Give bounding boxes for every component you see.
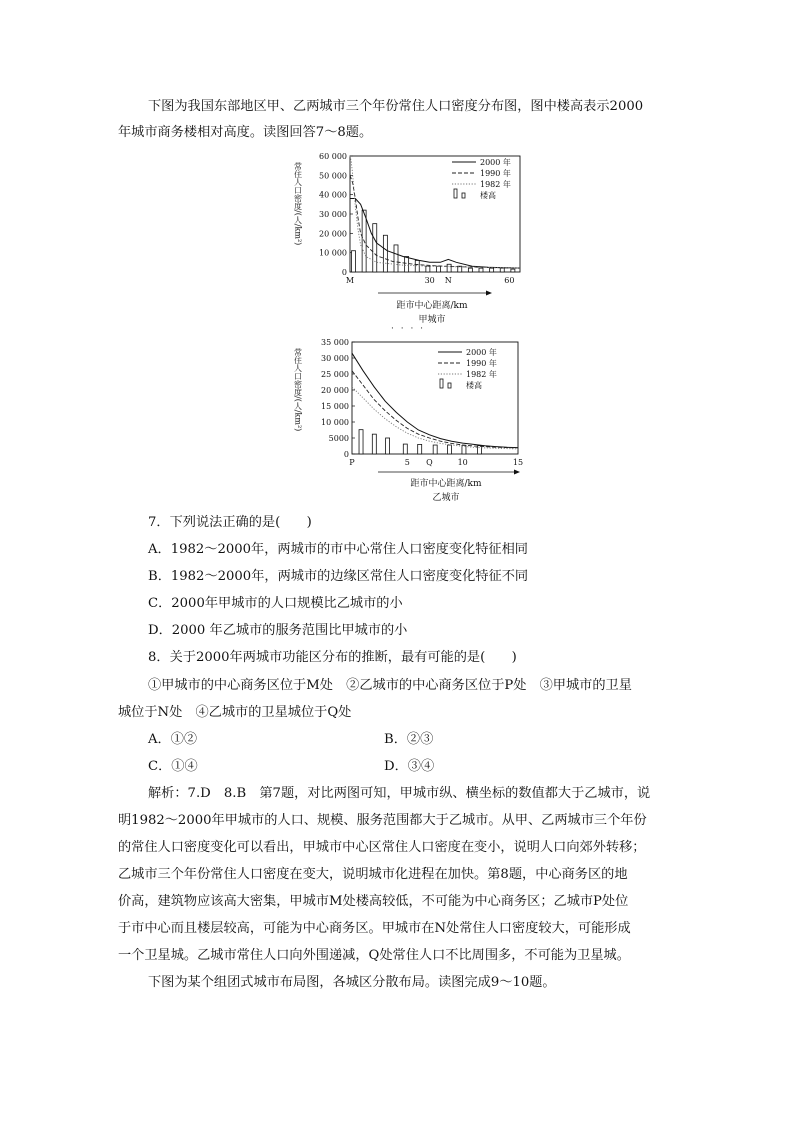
building-height-bar	[405, 257, 409, 272]
y-tick-label: 60 000	[319, 152, 347, 161]
legend-label: 2000 年	[480, 158, 511, 167]
legend-bar-tall	[454, 189, 457, 198]
x-tick-label: M	[345, 276, 355, 285]
q7-option-c: C．2000年甲城市的人口规模比乙城市的小	[148, 596, 403, 611]
legend-bar-short	[448, 383, 451, 388]
y-tick-label: 50 000	[319, 171, 347, 181]
x-tick-label: 15	[512, 458, 524, 467]
building-height-bar	[437, 266, 441, 272]
analysis-line-7: 一个卫星城。乙城市常住人口向外围递减，Q处常住人口不比周围多，不可能为卫星城。	[118, 948, 630, 963]
y-tick-label: 0	[343, 450, 349, 459]
analysis-line-5: 价高，建筑物应该高大密集，甲城市M处楼高较低，不可能为中心商务区；乙城市P处位	[118, 894, 629, 909]
q7-option-d: D．2000 年乙城市的服务范围比甲城市的小	[148, 623, 408, 638]
x-tick-label: 60	[504, 276, 515, 285]
y-tick-label: 20 000	[319, 229, 347, 239]
y-tick-label: 10 000	[319, 248, 347, 258]
building-height-bar	[394, 245, 398, 272]
chart-caption: 甲城市	[418, 315, 446, 325]
series-line-dashed	[350, 175, 520, 268]
building-height-bar	[500, 268, 504, 272]
legend-label: 1990 年	[466, 359, 497, 368]
legend-label: 1990 年	[480, 169, 511, 178]
q8-statements-line-2: 城位于N处 ④乙城市的卫星城位于Q处	[118, 705, 352, 720]
q7-stem: 7．下列说法正确的是( )	[148, 515, 312, 530]
q7-option-b: B．1982～2000年，两城市的边缘区常住人口密度变化特征不同	[148, 569, 529, 584]
chart-yi-svg	[286, 334, 536, 506]
analysis-line-6: 于市中心而且楼层较高，可能为中心商务区。甲城市在N处常住人口密度较大，可能形成	[118, 921, 631, 936]
intro-line-2: 年城市商务楼相对高度。读图回答7～8题。	[118, 125, 373, 140]
y-tick-label: 0	[341, 268, 347, 277]
y-tick-label: 5000	[328, 434, 349, 443]
building-height-bar	[383, 235, 387, 272]
building-height-bar	[373, 224, 377, 272]
y-axis-label: 常住人口密度/(人/km²)	[293, 162, 303, 246]
y-tick-label: 35 000	[321, 338, 349, 347]
analysis-line-4: 乙城市三个年份常住人口密度在变大，说明城市化进程在加快。第8题，中心商务区的地	[118, 867, 628, 882]
chart-caption: 乙城市	[432, 493, 460, 503]
legend-bar-tall	[440, 379, 443, 388]
building-height-bar	[433, 445, 437, 454]
building-height-bar	[511, 269, 515, 272]
y-tick-label: 15 000	[321, 402, 349, 411]
chart-city-jia	[286, 150, 526, 336]
q7-option-a: A．1982～2000年，两城市的市中心常住人口密度变化特征相同	[148, 542, 528, 557]
distance-arrow-head	[514, 470, 520, 475]
q8-option-a: A．①②	[148, 732, 198, 747]
distance-arrow-head	[486, 291, 492, 296]
x-tick-label: P	[349, 458, 355, 467]
q8-statements-line-1: ①甲城市的中心商务区位于M处 ②乙城市的中心商务区位于P处 ③甲城市的卫星	[148, 678, 632, 693]
legend-label: 楼高	[466, 381, 482, 390]
building-height-bar	[415, 260, 419, 272]
building-height-bar	[386, 438, 390, 454]
analysis-line-2: 明1982～2000年甲城市的人口、规模、服务范围都大于乙城市。从甲、乙两城市三个年份	[118, 813, 647, 828]
q8-option-b: B．②③	[384, 732, 434, 747]
y-tick-label: 10 000	[321, 418, 349, 427]
chart-jia-svg	[286, 150, 526, 332]
building-height-bar	[448, 445, 452, 454]
next-question-intro: 下图为某个组团式城市布局图，各城区分散布局。读图完成9～10题。	[148, 975, 556, 990]
building-height-bar	[479, 268, 483, 272]
y-tick-label: 40 000	[319, 190, 347, 200]
legend-label: 1982 年	[466, 370, 497, 379]
analysis-line-3: 的常住人口密度变化可以看出，甲城市中心区常住人口密度在变小，说明人口向郊外转移；	[118, 840, 646, 855]
building-height-bar	[477, 446, 481, 454]
building-height-bar	[359, 430, 363, 454]
q8-option-d: D．③④	[384, 759, 435, 774]
building-height-bar	[468, 268, 472, 272]
legend-label: 楼高	[480, 191, 496, 200]
legend-label: 1982 年	[480, 180, 511, 189]
x-tick-label: 10	[457, 458, 468, 467]
x-axis-label: 距市中心距离/km	[410, 479, 482, 489]
x-tick-label: 5	[404, 458, 410, 467]
legend-bar-short	[462, 193, 465, 198]
x-tick-label: 30	[424, 276, 435, 285]
y-axis-label: 常住人口密度/(人/km²)	[293, 348, 303, 432]
separator-dots: · · · ·	[391, 324, 426, 334]
building-height-bar	[418, 444, 422, 454]
chart-city-yi	[286, 334, 536, 510]
analysis-line-1: 解析：7.D 8.B 第7题，对比两图可知，甲城市纵、横坐标的数值都大于乙城市，说	[148, 786, 651, 801]
building-height-bar	[372, 434, 376, 454]
building-height-bar	[426, 266, 430, 272]
legend-label: 2000 年	[466, 348, 497, 357]
intro-line-1: 下图为我国东部地区甲、乙两城市三个年份常住人口密度分布图，图中楼高表示2000	[148, 99, 644, 114]
y-tick-label: 30 000	[321, 354, 349, 363]
y-tick-label: 25 000	[321, 370, 349, 379]
x-tick-label: Q	[426, 458, 433, 467]
y-tick-label: 30 000	[319, 210, 347, 219]
building-height-bar	[490, 268, 494, 272]
building-height-bar	[403, 444, 407, 454]
x-axis-label: 距市中心距离/km	[396, 301, 468, 311]
y-tick-label: 20 000	[321, 386, 349, 395]
building-height-bar	[447, 264, 451, 272]
q8-stem: 8．关于2000年两城市功能区分布的推断，最有可能的是( )	[148, 650, 517, 665]
building-height-bar	[352, 251, 356, 272]
x-tick-label: N	[444, 276, 452, 285]
q8-option-c: C．①④	[148, 759, 198, 774]
